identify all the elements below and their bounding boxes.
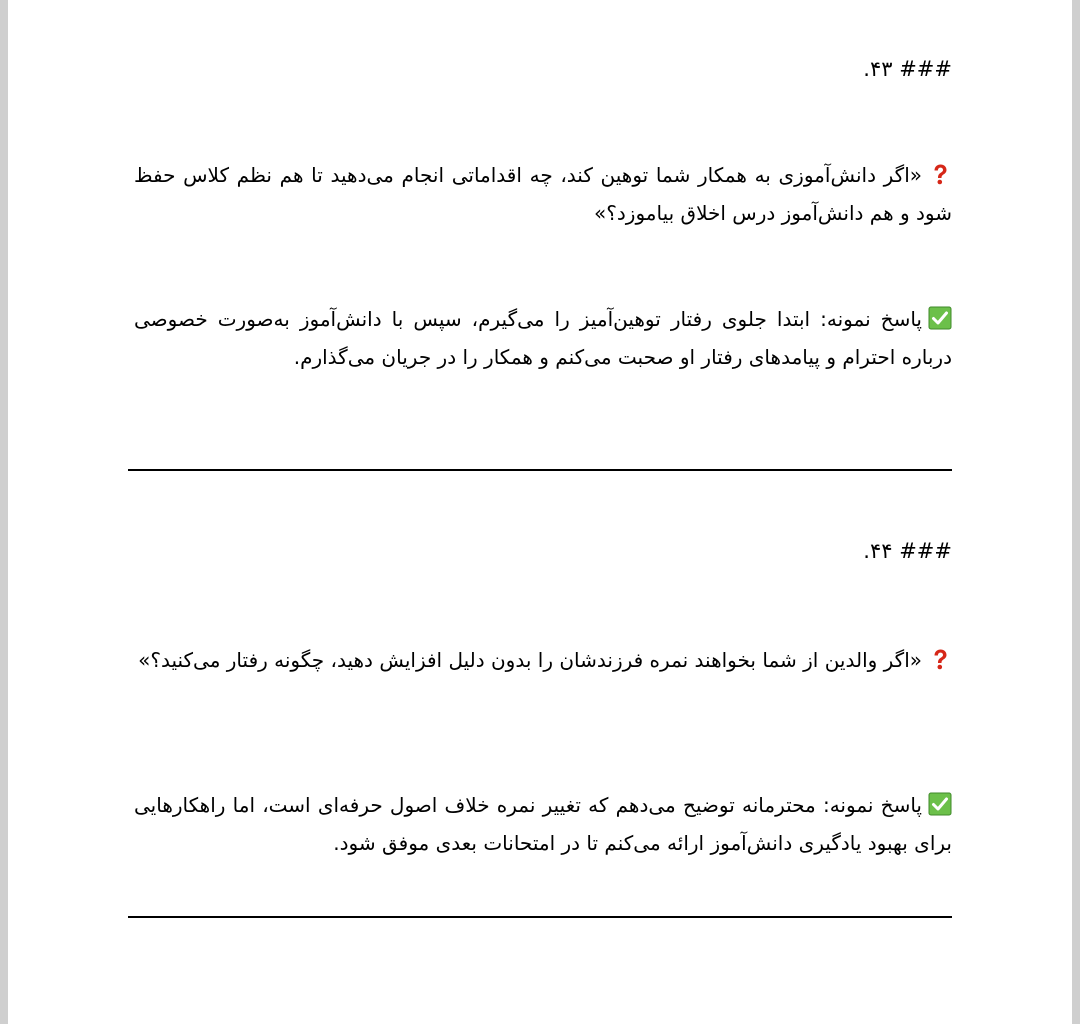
section-divider	[128, 469, 952, 471]
red-question-mark-icon	[928, 645, 952, 669]
question-text: «اگر دانش‌آموزی به همکار شما توهین کند، چه اقداماتی انجام می‌دهید تا هم نظم کلاس حفظ شود و هم دانش‌آموز درس اخلاق بیاموزد؟»	[134, 163, 952, 225]
question-text: «اگر والدین از شما بخواهند نمره فرزندشان را بدون دلیل افزایش دهید، چگونه رفتار می‌کنید؟»	[138, 648, 922, 672]
answer-text: پاسخ نمونه: محترمانه توضیح می‌دهم که تغییر نمره خلاف اصول حرفه‌ای است، اما راهکارهایی برای بهبود یادگیری دانش‌آموز ارائه می‌کنم تا در امتحانات بعدی موفق شود.	[134, 793, 952, 855]
answer-paragraph	[134, 300, 952, 376]
green-checkmark-icon	[928, 304, 952, 328]
page-edge-left	[0, 0, 8, 1024]
section-divider	[128, 916, 952, 918]
page-edge-right	[1072, 0, 1080, 1024]
section-heading: ### ۴۳.	[863, 57, 952, 81]
red-question-mark-icon	[928, 160, 952, 184]
answer-paragraph	[134, 786, 952, 862]
green-checkmark-icon	[928, 790, 952, 814]
answer-text: پاسخ نمونه: ابتدا جلوی رفتار توهین‌آمیز را می‌گیرم، سپس با دانش‌آموز به‌صورت خصوصی درباره احترام و پیامدهای رفتار او صحبت می‌کنم و همکار را در جریان می‌گذارم.	[134, 307, 952, 369]
section-heading: ### ۴۴.	[863, 539, 952, 563]
question-paragraph	[134, 156, 952, 232]
question-paragraph	[134, 641, 952, 679]
